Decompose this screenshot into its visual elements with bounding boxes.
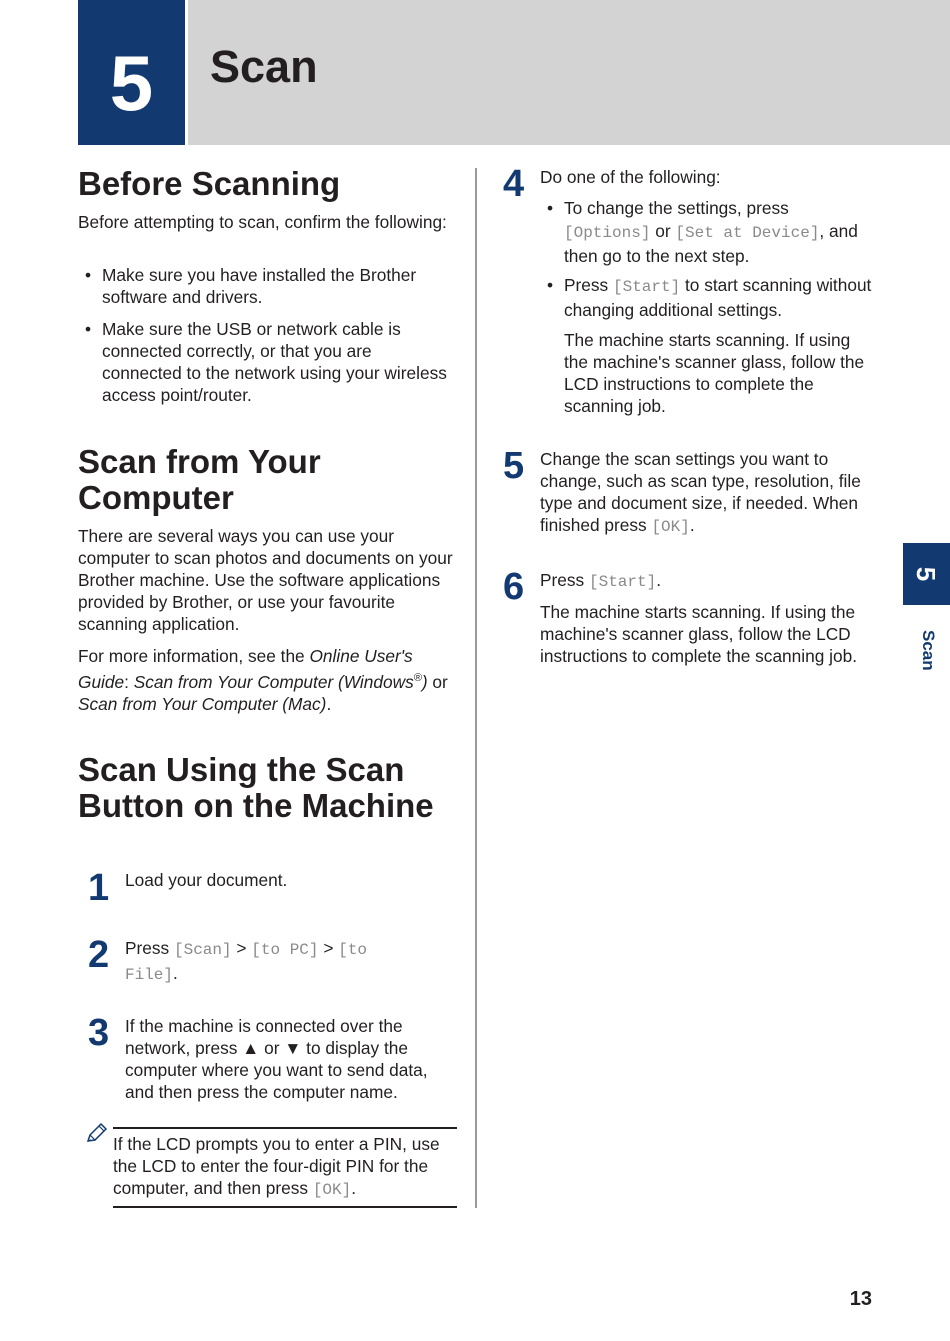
chapter-title: Scan: [210, 41, 318, 92]
list-item: • Make sure the USB or network cable is connected correctly, or that you are connected to the network using your wireless access point/router.: [85, 319, 447, 405]
more-info-paragraph: For more information, see the Online User's Guide: Scan from Your Computer (Windows®) or Scan from Your Computer (Mac).: [78, 646, 448, 714]
list-item: • Press [Start] to start scanning without changing additional settings.: [547, 275, 872, 320]
bullet-icon: •: [85, 319, 92, 339]
step-number: 6: [503, 566, 525, 608]
heading-scan-from-computer: Scan from Your Computer: [78, 443, 321, 516]
link-scan-mac: Scan from Your Computer (Mac): [78, 693, 327, 714]
step-text: If the machine is connected over the network, press ▲ or ▼ to display the computer where you want to send data, and then press the computer name.: [125, 1016, 428, 1102]
step6-followup: The machine starts scanning. If using the machine's scanner glass, follow the LCD instructions to complete the scanning job.: [540, 602, 858, 666]
start-key: [Start]: [612, 278, 681, 296]
guide-name: Online User's Guide: [78, 646, 413, 692]
step-text: Load your document.: [125, 870, 288, 890]
bullet-icon: •: [85, 265, 92, 285]
scan-from-computer-intro: There are several ways you can use your computer to scan photos and documents on your Brother machine. Use the software applications provided by Brother, or use your favourite scanning application.: [78, 526, 453, 634]
pencil-icon: [85, 1121, 109, 1145]
chapter-number: 5: [109, 39, 154, 127]
side-tab-label: Scan: [919, 630, 938, 671]
note-text: If the LCD prompts you to enter a PIN, use the LCD to enter the four-digit PIN for the computer, and then press [OK].: [113, 1134, 440, 1199]
bullet-icon: •: [547, 198, 554, 218]
bullet-icon: •: [547, 275, 554, 295]
step-number: 3: [88, 1012, 110, 1054]
note-top-rule: [113, 1127, 457, 1129]
set-at-device-key: [Set at Device]: [675, 224, 820, 242]
options-key: [Options]: [564, 224, 651, 242]
page-number: 13: [849, 1288, 872, 1310]
step-text: Change the scan settings you want to change, such as scan type, resolution, file type and document size, if needed. When finished press [OK].: [540, 449, 861, 536]
step-number: 1: [88, 867, 110, 909]
step-number: 5: [503, 445, 525, 487]
before-scanning-intro: Before attempting to scan, confirm the following:: [78, 212, 447, 232]
link-scan-windows: Scan from Your Computer (Windows: [133, 671, 414, 692]
heading-before-scanning: Before Scanning: [78, 165, 341, 202]
step-number: 4: [503, 163, 525, 205]
note-bottom-rule: [113, 1206, 457, 1208]
step4-followup: The machine starts scanning. If using the machine's scanner glass, follow the LCD instructions to complete the scanning job.: [564, 330, 865, 416]
heading-scan-button: Scan Using the Scan Button on the Machine: [78, 751, 434, 824]
step-text: Do one of the following:: [540, 167, 721, 187]
step-text: Press [Scan] > [to PC] > [to File].: [125, 938, 368, 984]
step-number: 2: [88, 934, 110, 976]
column-divider: [475, 168, 477, 1208]
list-item: • Make sure you have installed the Brother software and drivers.: [85, 265, 417, 307]
step-text: Press [Start].: [540, 570, 662, 591]
side-tab-number: 5: [911, 566, 942, 582]
list-item: • To change the settings, press [Options] or [Set at Device], and then go to the next step.: [547, 198, 858, 266]
